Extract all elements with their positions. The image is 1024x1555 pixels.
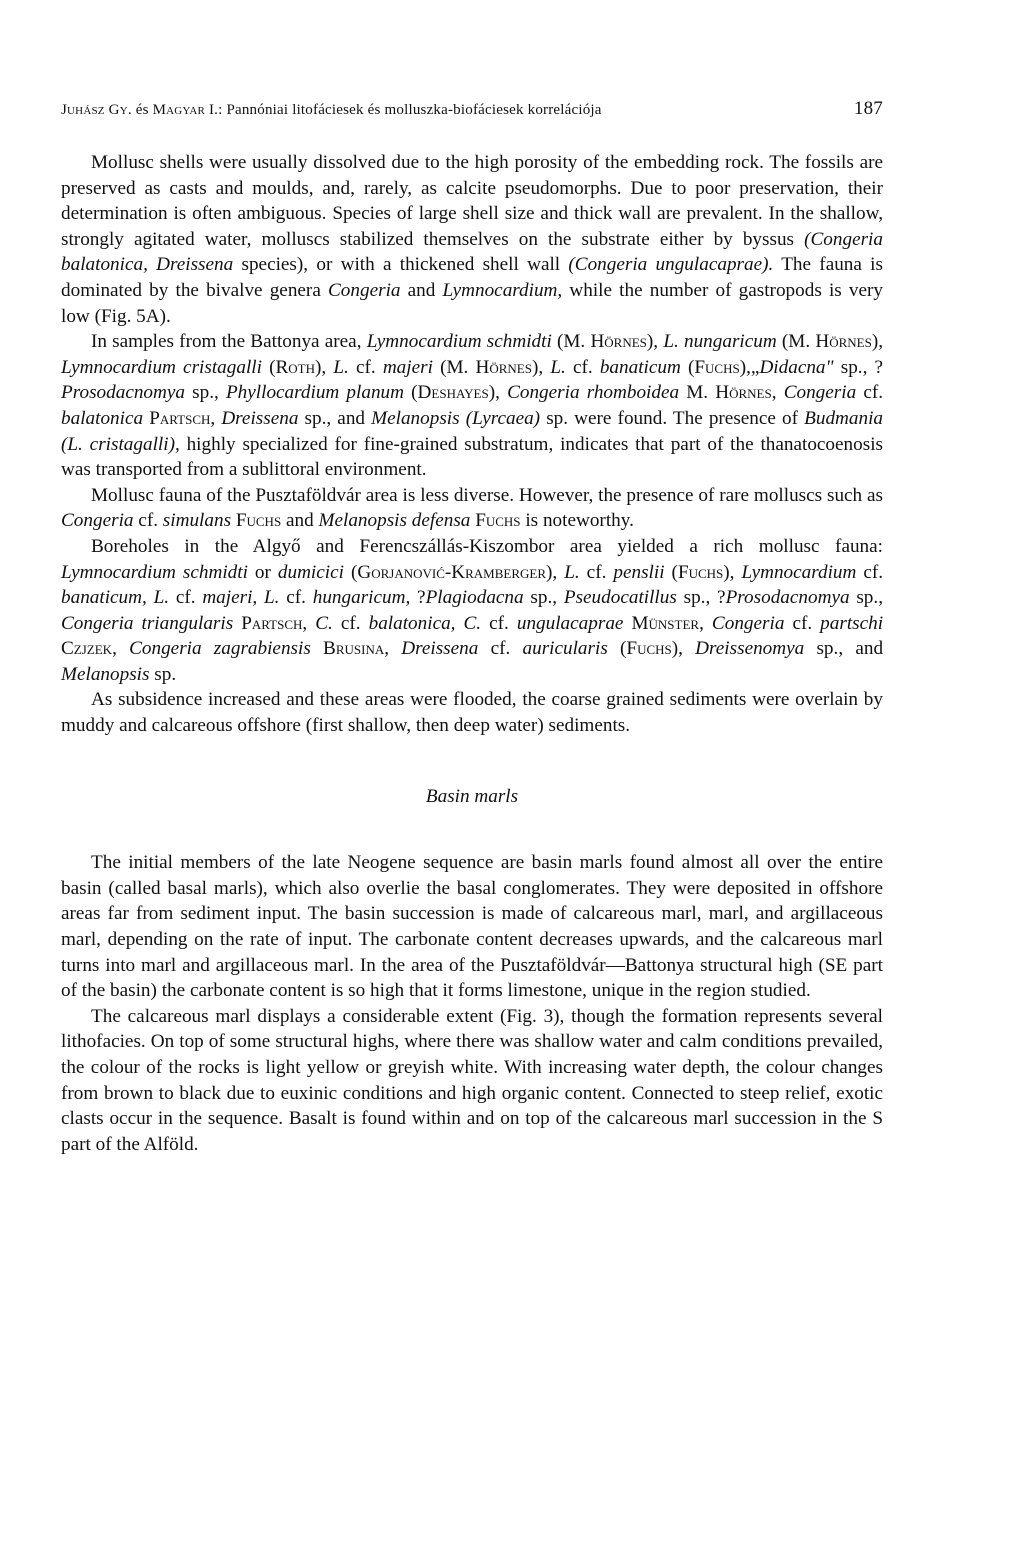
- article-body: [61, 150, 883, 1157]
- running-title: Juhász Gy. és Magyar I.: Pannóniai litofáciesek és molluszka-biofáciesek korrelációja: [61, 102, 602, 118]
- paragraph-7: The calcareous marl displays a considerable extent (Fig. 3), though the formation represents several lithofacies. On top of some structural highs, where there was shallow water and calm conditions prevailed, the colour of the rocks is light yellow or greyish white. With increasing water depth, the colour changes from brown to black due to euxinic conditions and high organic content. Connected to steep relief, exotic clasts occur in the sequence. Basalt is found within and on top of the calcareous marl succession in the S part of the Alföld.: [61, 1005, 883, 1155]
- paragraph-4: Boreholes in the Algyő and Ferencszállás-Kiszombor area yielded a rich mollusc fauna: Lymnocardium schmidti or dumicici (Gorjanović-Kramberger), L. cf. penslii (Fuchs), Lymnocardium cf. banaticum, L. cf. majeri, L. cf. hungaricum, ?Plagiodacna sp., Pseudocatillus sp., ?Prosodacnomya sp., Congeria triangularis Partsch, C. cf. balatonica, C. cf. ungulacaprae Münster, Congeria cf. partschi Czjzek, Congeria zagrabiensis Brusina, Dreissena cf. auricularis (Fuchs), Dreissenomya sp., and Melanopsis sp.: [61, 535, 884, 685]
- paragraph-2: In samples from the Battonya area, Lymnocardium schmidti (M. Hörnes), L. nungaricum (M. Hörnes), Lymnocardium cristagalli (Roth), L. cf. majeri (M. Hörnes), L. cf. banaticum (Fuchs),„Didacna" sp., ?Prosodacnomya sp., Phyllocardium planum (Deshayes), Congeria rhomboidea M. Hörnes, Congeria cf. balatonica Partsch, Dreissena sp., and Melanopsis (Lyrcaea) sp. were found. The presence of Budmania (L. cristagalli), highly specialized for fine-grained substratum, indicates that part of the thanatocoenosis was transported from a sublittoral environment.: [61, 331, 884, 481]
- page: [61, 98, 883, 1157]
- running-header: [61, 98, 883, 134]
- paragraph-5: As subsidence increased and these areas were flooded, the coarse grained sediments were overlain by muddy and calcareous offshore (first shallow, then deep water) sediments.: [61, 689, 883, 737]
- paragraph-6: The initial members of the late Neogene sequence are basin marls found almost all over the entire basin (called basal marls), which also overlie the basal conglomerates. They were deposited in offshore areas far from sediment input. The basin succession is made of calcareous marl, marl, and argillaceous marl, depending on the rate of input. The carbonate content decreases upwards, and the calcareous marl turns into marl and argillaceous marl. In the area of the Pusztaföldvár—Battonya structural high (SE part of the basin) the carbonate content is so high that it forms limestone, unique in the region studied.: [61, 852, 883, 1002]
- paragraph-3: Mollusc fauna of the Pusztaföldvár area is less diverse. However, the presence of rare molluscs such as Congeria cf. simulans Fuchs and Melanopsis defensa Fuchs is noteworthy.: [61, 484, 883, 532]
- section-heading: Basin marls: [425, 785, 519, 807]
- paragraph-1: Mollusc shells were usually dissolved due to the high porosity of the embedding rock. The fossils are preserved as casts and moulds, and, rarely, as calcite pseudomorphs. Due to poor preservation, their determination is often ambiguous. Species of large shell size and thick wall are prevalent. In the shallow, strongly agitated water, molluscs stabilized themselves on the substrate either by byssus (Congeria balatonica, Dreissena species), or with a thickened shell wall (Congeria ungulacaprae). The fauna is dominated by the bivalve genera Congeria and Lymnocardium, while the number of gastropods is very low (Fig. 5A).: [61, 152, 883, 327]
- page-number: 187: [853, 98, 883, 119]
